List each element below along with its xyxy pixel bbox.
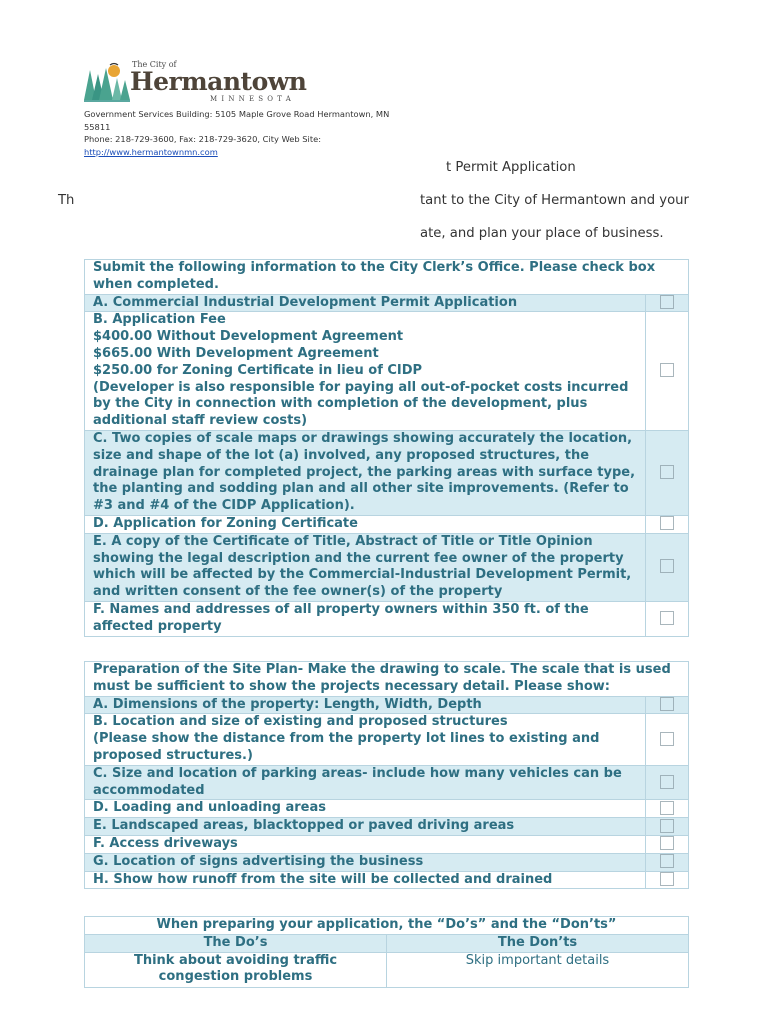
site-plan-header-row bbox=[85, 662, 689, 697]
site-plan-row bbox=[85, 714, 689, 765]
site-plan-table bbox=[84, 661, 689, 889]
intro-fragment-2: ate, and plan your place of business. bbox=[420, 226, 664, 241]
site-plan-item-text: H. Show how runoff from the site will be collected and drained bbox=[85, 871, 646, 889]
site-plan-item-text: F. Access driveways bbox=[85, 835, 646, 853]
city-logo bbox=[84, 56, 307, 106]
site-plan-instructions: Preparation of the Site Plan- Make the drawing to scale. The scale that is used must be sufficient to show the projects necessary detail. Please show: bbox=[85, 662, 689, 697]
submit-checkbox[interactable] bbox=[660, 516, 674, 530]
site-plan-checkbox[interactable] bbox=[660, 697, 674, 711]
submit-row bbox=[85, 533, 689, 601]
site-plan-checkbox-cell bbox=[646, 835, 689, 853]
do-item: Think about avoiding traffic congestion problems bbox=[85, 952, 387, 987]
site-plan-row bbox=[85, 696, 689, 714]
submit-item-text: B. Application Fee $400.00 Without Development Agreement $665.00 With Development Agreement $250.00 for Zoning Certificate in lieu of CIDP (Developer is also responsible for paying all out-of-pocket costs incurred by the City in connection with completion of the development, plus additional staff review costs) bbox=[85, 312, 646, 431]
intro-fragment: tant to the City of Hermantown and your bbox=[420, 193, 689, 208]
submit-item-text: F. Names and addresses of all property owners within 350 ft. of the affected property bbox=[85, 601, 646, 636]
submit-checkbox-cell bbox=[646, 294, 689, 312]
address-block bbox=[84, 108, 414, 158]
submit-instructions: Submit the following information to the City Clerk’s Office. Please check box when completed. bbox=[85, 260, 689, 295]
site-plan-checkbox-cell bbox=[646, 800, 689, 818]
submit-item-text: E. A copy of the Certificate of Title, Abstract of Title or Title Opinion showing the legal description and the current fee owner of the property which will be affected by the Commercial-Industrial Development Permit, and written consent of the fee owner(s) of the property bbox=[85, 533, 646, 601]
dos-donts-table bbox=[84, 916, 689, 988]
site-plan-row bbox=[85, 835, 689, 853]
submit-checkbox-cell bbox=[646, 312, 689, 431]
address-zip: 55811 bbox=[84, 121, 111, 132]
site-plan-checkbox-cell bbox=[646, 714, 689, 765]
submit-row bbox=[85, 294, 689, 312]
submit-checkbox[interactable] bbox=[660, 363, 674, 377]
site-plan-item-text: D. Loading and unloading areas bbox=[85, 800, 646, 818]
submit-item-text: A. Commercial Industrial Development Permit Application bbox=[85, 294, 646, 312]
logo-state: MINNESOTA bbox=[210, 95, 295, 103]
submit-item-text: D. Application for Zoning Certificate bbox=[85, 515, 646, 533]
site-plan-checkbox[interactable] bbox=[660, 732, 674, 746]
trees-logo-icon bbox=[84, 60, 130, 104]
site-plan-row bbox=[85, 818, 689, 836]
logo-small-text: The City of bbox=[132, 60, 177, 69]
submit-row bbox=[85, 515, 689, 533]
submit-checkbox[interactable] bbox=[660, 295, 674, 309]
site-plan-checkbox[interactable] bbox=[660, 819, 674, 833]
submit-checkbox[interactable] bbox=[660, 611, 674, 625]
site-plan-row bbox=[85, 871, 689, 889]
submit-checkbox[interactable] bbox=[660, 559, 674, 573]
site-plan-row bbox=[85, 765, 689, 800]
site-plan-row bbox=[85, 800, 689, 818]
logo-name: Hermantown bbox=[130, 67, 307, 96]
contact-line: Phone: 218-729-3600, Fax: 218-729-3620, City Web Site: bbox=[84, 134, 322, 144]
submit-item-text: C. Two copies of scale maps or drawings showing accurately the location, size and shape of the lot (a) involved, any proposed structures, the drainage plan for completed project, the parking areas with surface type, the planting and sodding plan and all other site improvements. (Refer to #3 and #4 of the CIDP Application). bbox=[85, 430, 646, 515]
site-plan-checkbox-cell bbox=[646, 696, 689, 714]
site-plan-item-text: A. Dimensions of the property: Length, Width, Depth bbox=[85, 696, 646, 714]
site-plan-checkbox[interactable] bbox=[660, 872, 674, 886]
submit-row bbox=[85, 312, 689, 431]
site-plan-checkbox[interactable] bbox=[660, 801, 674, 815]
site-plan-checkbox-cell bbox=[646, 818, 689, 836]
title-fragment: t Permit Application bbox=[446, 160, 576, 175]
submit-checklist-table bbox=[84, 259, 689, 637]
site-plan-item-text: G. Location of signs advertising the business bbox=[85, 853, 646, 871]
site-plan-checkbox-cell bbox=[646, 853, 689, 871]
site-plan-checkbox[interactable] bbox=[660, 854, 674, 868]
submit-checkbox-cell bbox=[646, 430, 689, 515]
submit-checkbox[interactable] bbox=[660, 465, 674, 479]
intro-fragment-left: Th bbox=[58, 193, 75, 208]
site-plan-item-text: C. Size and location of parking areas- include how many vehicles can be accommodated bbox=[85, 765, 646, 800]
submit-checkbox-cell bbox=[646, 533, 689, 601]
submit-checkbox-cell bbox=[646, 601, 689, 636]
submit-checkbox-cell bbox=[646, 515, 689, 533]
site-plan-row bbox=[85, 853, 689, 871]
submit-header-row bbox=[85, 260, 689, 295]
site-plan-checkbox-cell bbox=[646, 871, 689, 889]
site-plan-item-text: E. Landscaped areas, blacktopped or paved driving areas bbox=[85, 818, 646, 836]
dos-donts-title: When preparing your application, the “Do’s” and the “Don’ts” bbox=[85, 917, 689, 935]
site-plan-item-text: B. Location and size of existing and proposed structures (Please show the distance from the property lot lines to existing and proposed structures.) bbox=[85, 714, 646, 765]
submit-row bbox=[85, 601, 689, 636]
address-line: Government Services Building: 5105 Maple Grove Road Hermantown, MN bbox=[84, 109, 390, 119]
dont-item: Skip important details bbox=[387, 952, 689, 987]
site-plan-checkbox[interactable] bbox=[660, 836, 674, 850]
site-plan-checkbox[interactable] bbox=[660, 775, 674, 789]
submit-row bbox=[85, 430, 689, 515]
site-plan-checkbox-cell bbox=[646, 765, 689, 800]
website-link[interactable]: http://www.hermantownmn.com bbox=[84, 146, 218, 157]
dos-header: The Do’s bbox=[85, 934, 387, 952]
donts-header: The Don’ts bbox=[387, 934, 689, 952]
